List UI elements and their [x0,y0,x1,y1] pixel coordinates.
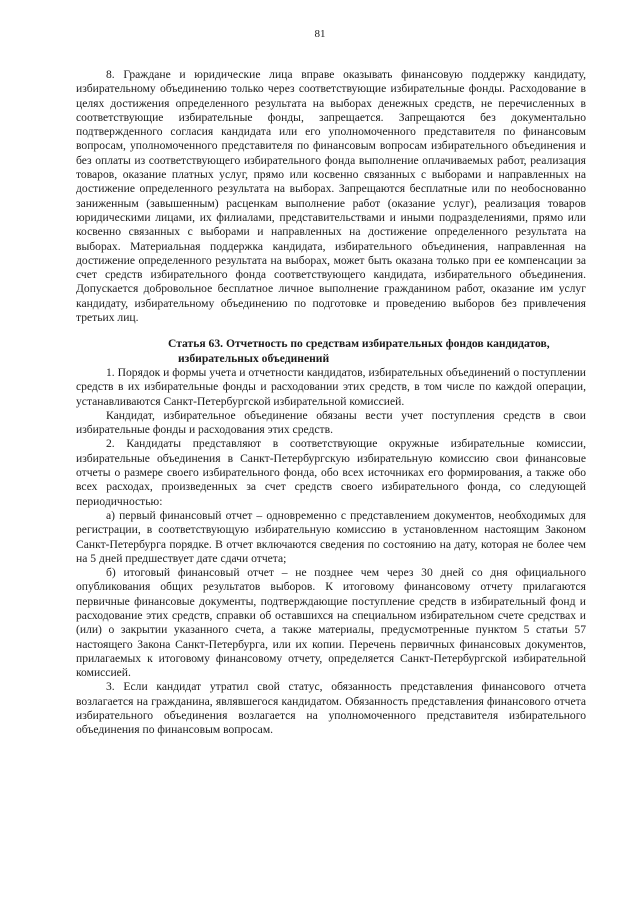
article-heading [76,337,586,366]
paragraph-2a: а) первый финансовый отчет – одновременно с представлением документов, необходимых для регистрации, в соответствующую избирательную комиссию в установленном настоящим Законом Санкт-Петербурга порядке. В отчет включаются сведения по состоянию на дату, которая не более чем на 5 дней предшествует дате сдачи отчета; [76,508,586,565]
article-heading-line-1: Статья 63. Отчетность по средствам избирательных фондов кандидатов, [168,337,550,351]
paragraph-3: 3. Если кандидат утратил свой статус, обязанность представления финансового отчета возлагается на гражданина, являвшегося кандидатом. Обязанность представления финансового отчета избирательного объединения возлагается на уполномоченного представителя избирательного объединения по финансовым вопросам. [76,680,586,737]
article-heading-line-2: избирательных объединений [178,351,330,365]
document-body [76,68,586,738]
paragraph-2b: б) итоговый финансовый отчет – не позднее чем через 30 дней со дня официального опубликования общих результатов выборов. К итоговому финансовому отчету прилагаются первичные финансовые документы, подтверждающие поступление средств в избирательный фонд и расходование этих средств, справки об оставшихся на специальном избирательном счете средствах и (или) о закрытии указанного счета, а также материалы, предусмотренные пунктом 5 статьи 57 настоящего Закона Санкт-Петербурга, или их копии. Перечень первичных финансовых документов, прилагаемых к итоговому финансовому отчету, определяется Санкт-Петербургской избирательной комиссией. [76,566,586,680]
page-number: 81 [314,28,326,40]
paragraph-8: 8. Граждане и юридические лица вправе оказывать финансовую поддержку кандидату, избирательному объединению только через соответствующие избирательные фонды. Расходование в целях достижения определенного результата на выборах денежных средств, не перечисленных в соответствующие избирательные фонды, запрещается. Запрещаются без документально подтвержденного согласия кандидата или его уполномоченного представителя по финансовым вопросам, уполномоченного представителя по финансовым вопросам избирательного объединения и без оплаты из соответствующего избирательного фонда выполнение оплачиваемых работ, реализация товаров, оказание платных услуг, прямо или косвенно связанных с выборами и направленных на достижение определенного результата на выборах. Запрещаются бесплатные или по необоснованно заниженным (завышенным) расценкам выполнение работ (оказание услуг), реализация товаров юридическими лицами, их филиалами, представительствами и иными подразделениями, прямо или косвенно связанных с выборами и направленных на достижение определенного результата на выборах. Материальная поддержка кандидата, избирательного объединения, направленная на достижение определенного результата на выборах, может быть оказана только при ее компенсации за счет средств избирательного фонда соответствующего кандидата, избирательного объединения. Допускается добровольное бесплатное личное выполнение гражданином работ, оказание им услуг кандидату, избирательному объединению по подготовке и проведению выборов без привлечения третьих лиц. [76,68,586,325]
paragraph-1-cont: Кандидат, избирательное объединение обязаны вести учет поступления средств в свои избирательные фонды и расходования этих средств. [76,408,586,437]
paragraph-2: 2. Кандидаты представляют в соответствующие окружные избирательные комиссии, избирательные объединения в Санкт-Петербургскую избирательную комиссию свои финансовые отчеты о размере своего избирательного фонда, обо всех источниках его формирования, а также обо всех расходах, произведенных за счет средств своего избирательного фонда, со следующей периодичностью: [76,437,586,508]
paragraph-1: 1. Порядок и формы учета и отчетности кандидатов, избирательных объединений о поступлении средств в их избирательные фонды и расходовании этих средств, в том числе по каждой операции, устанавливаются Санкт-Петербургской избирательной комиссией. [76,365,586,408]
